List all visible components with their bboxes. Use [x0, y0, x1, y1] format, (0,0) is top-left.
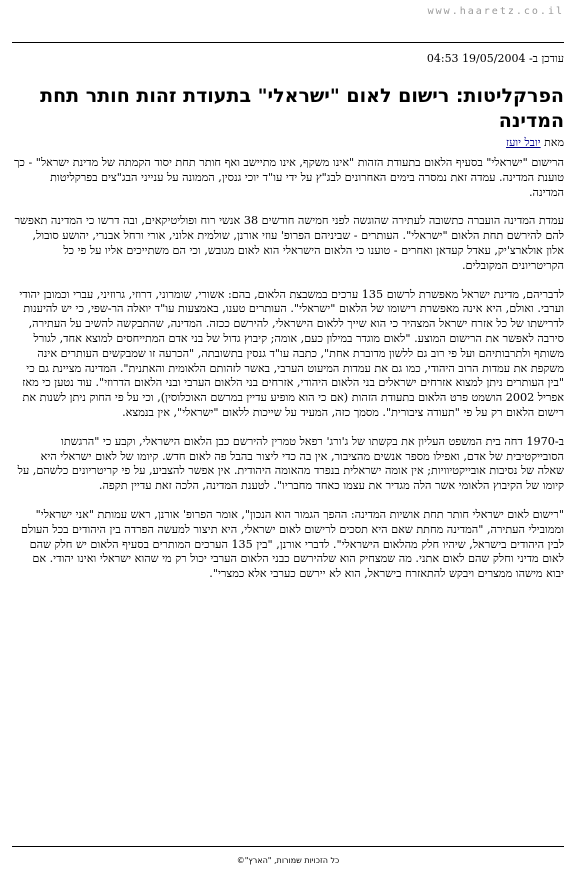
top-divider — [12, 42, 564, 43]
author-link[interactable]: יובל יועז — [506, 136, 541, 149]
byline — [12, 136, 564, 149]
article-paragraph: עמדת המדינה הועברה כתשובה לעתירה שהוגשה לפני חמישה חודשים 38 אנשי רוח ופוליטיקאים, ובה דרשו כי המדינה תאפשר להם להירשם תחת הלאום "ישראלי". העותרים - שביניהם הפרופ' עוזי אורנן, שולמית אלוני, אורי ורחל אבנרי, יהושע סובול, אלון אולארצ'יק, עאדל קעדאן ואחרים - טוענו כי הלאום הישראלי הוא לאום מגובש, וכי הם משתייכים אליו על פי כל הקריטריונים המקובלים. — [14, 214, 564, 272]
article-paragraph: הרישום "ישראלי" בסעיף הלאום בתעודת הזהות "אינו משקף, אינו מתיישב ואף חותר תחת יסוד הקמתה של מדינת ישראל" - כך טוענת המדינה. עמדה זאת נמסרה בימים האחרונים לבג"ץ על ידי עו"ד יוכי גנסין, הממונה על ענייני הבג"צים בפרקליטות המדינה. — [13, 156, 564, 199]
copyright-notice: כל הזכויות שמורות, "הארץ"© — [236, 856, 340, 865]
article-paragraph: ב-1970 דחה בית המשפט העליון את בקשתו של ג'ורג' רפאל טמרין להירשם כבן הלאום הישראלי, וקבע כי "הרגשתו הסובייקטיבית של אדם, ואפילו מספר אנשים מהציבור, אין בה כדי ליצור בהבל פה לאום חדש. קיומו של לאום ישראלי היא שאלה של נסיבות אובייקטיוויות; אין אומה ישראלית בנפרד מהאומה היהודית. אין אפשר להצביע, על פי קריטריונים כלשהם, על קיומו של הקיבוץ הלאומי אשר הלה מגדיר את עצמו כאחד מחבריו". לטענת המדינה, הלכה זאת עדיין תקפה. — [17, 434, 564, 493]
update-timestamp: עודכן ב- 19/05/2004 04:53 — [426, 52, 564, 65]
article-headline: הפרקליטות: רישום לאום "ישראלי" בתעודת זהות חותר תחת המדינה — [40, 85, 564, 132]
article-paragraph: לדבריהם, מדינת ישראל מאפשרת לרשום 135 ערכים במשבצת הלאום, בהם: אשורי, שומרוני, דרוזי, גרוזיני, עברי וכמובן יהודי וערבי. ואולם, היא אינה מאפשרת רישומו של הלאום "ישראלי". העותרים טענו, באמצעות עו"ד יואלה הר-שפי, כי יש להיענות לדרישתו של כל אזרח ישראל המצהיר כי הוא שייך ללאום הישראלי, להירשם ככזה. המדינה, שהתבקשה להשיב על העתירה, סירבה לאפשר את הרישום המוצע. "לאום מוגדר במילון כעם, אומה; קיבוץ גדול של בני אדם המתייחסים למוצא אחד, לגורל משותף ולתרבותיהם ועל פי רוב גם ללשון מדוברת אחת", כתבה עו"ד גנסין בתשובתה, "הכרעה זו שמבקשים העותרים אינה משקפת את עמדות הרוב היהודי, כמו גם את עמדות המיעוט הערבי, באשר לזהותם הלאומית והאתנית". המדינה מציינת גם כי "בין העותרים ניתן למצוא אזרחים ישראלים בני הלאום היהודי, אזרחים בני הלאום הערבי ובני הלאום הדרוזי". עוד נטען כי מאז אפריל 2002 הושמט פרט הלאום בתעודת הזהות (אם כי הוא מופיע עדיין במרשם האוכלוסין), וכי על פי החוק ניתן לשנות את רישום הלאום רק על פי "תעודה ציבורית". מסמך כזה, המעיד על שייכות ללאום "ישראלי", אין בנמצא. — [19, 287, 564, 419]
footer-divider — [12, 846, 564, 847]
article-body — [12, 156, 564, 596]
site-url[interactable]: www.haaretz.co.il — [427, 6, 564, 17]
byline-prefix: מאת — [544, 136, 564, 149]
article-paragraph: "רישום לאום ישראלי חותר תחת אושיות המדינה: ההפך הגמור הוא הנכון", אומר הפרופ' אורנן, ראש עמותת "אני ישראלי" וממובילי העתירה, "המדינה מחתת שאם היא תסכים לרישום לאום ישראלי, היא תיצור למעשה הפרדה בין היהודים בכל העולם לבין היהודים בישראל, שיהיו חלק מהלאום הישראלי". לדברי אורנן, "בין 135 הערכים המותרים בסעיף הלאום יש חלק שהם לאום מדיני וחלק שהם לאום אתני. מה שמצחיק הוא שלהירשם כבני הלאום הערבי יכול רק מי שהוא ישראלי ואינו יהודי. אם יבוא מישהו ממצרים ויבקש להתאזרח בישראל, הוא לא יירשם כערבי אלא כמצרי". — [20, 507, 564, 581]
